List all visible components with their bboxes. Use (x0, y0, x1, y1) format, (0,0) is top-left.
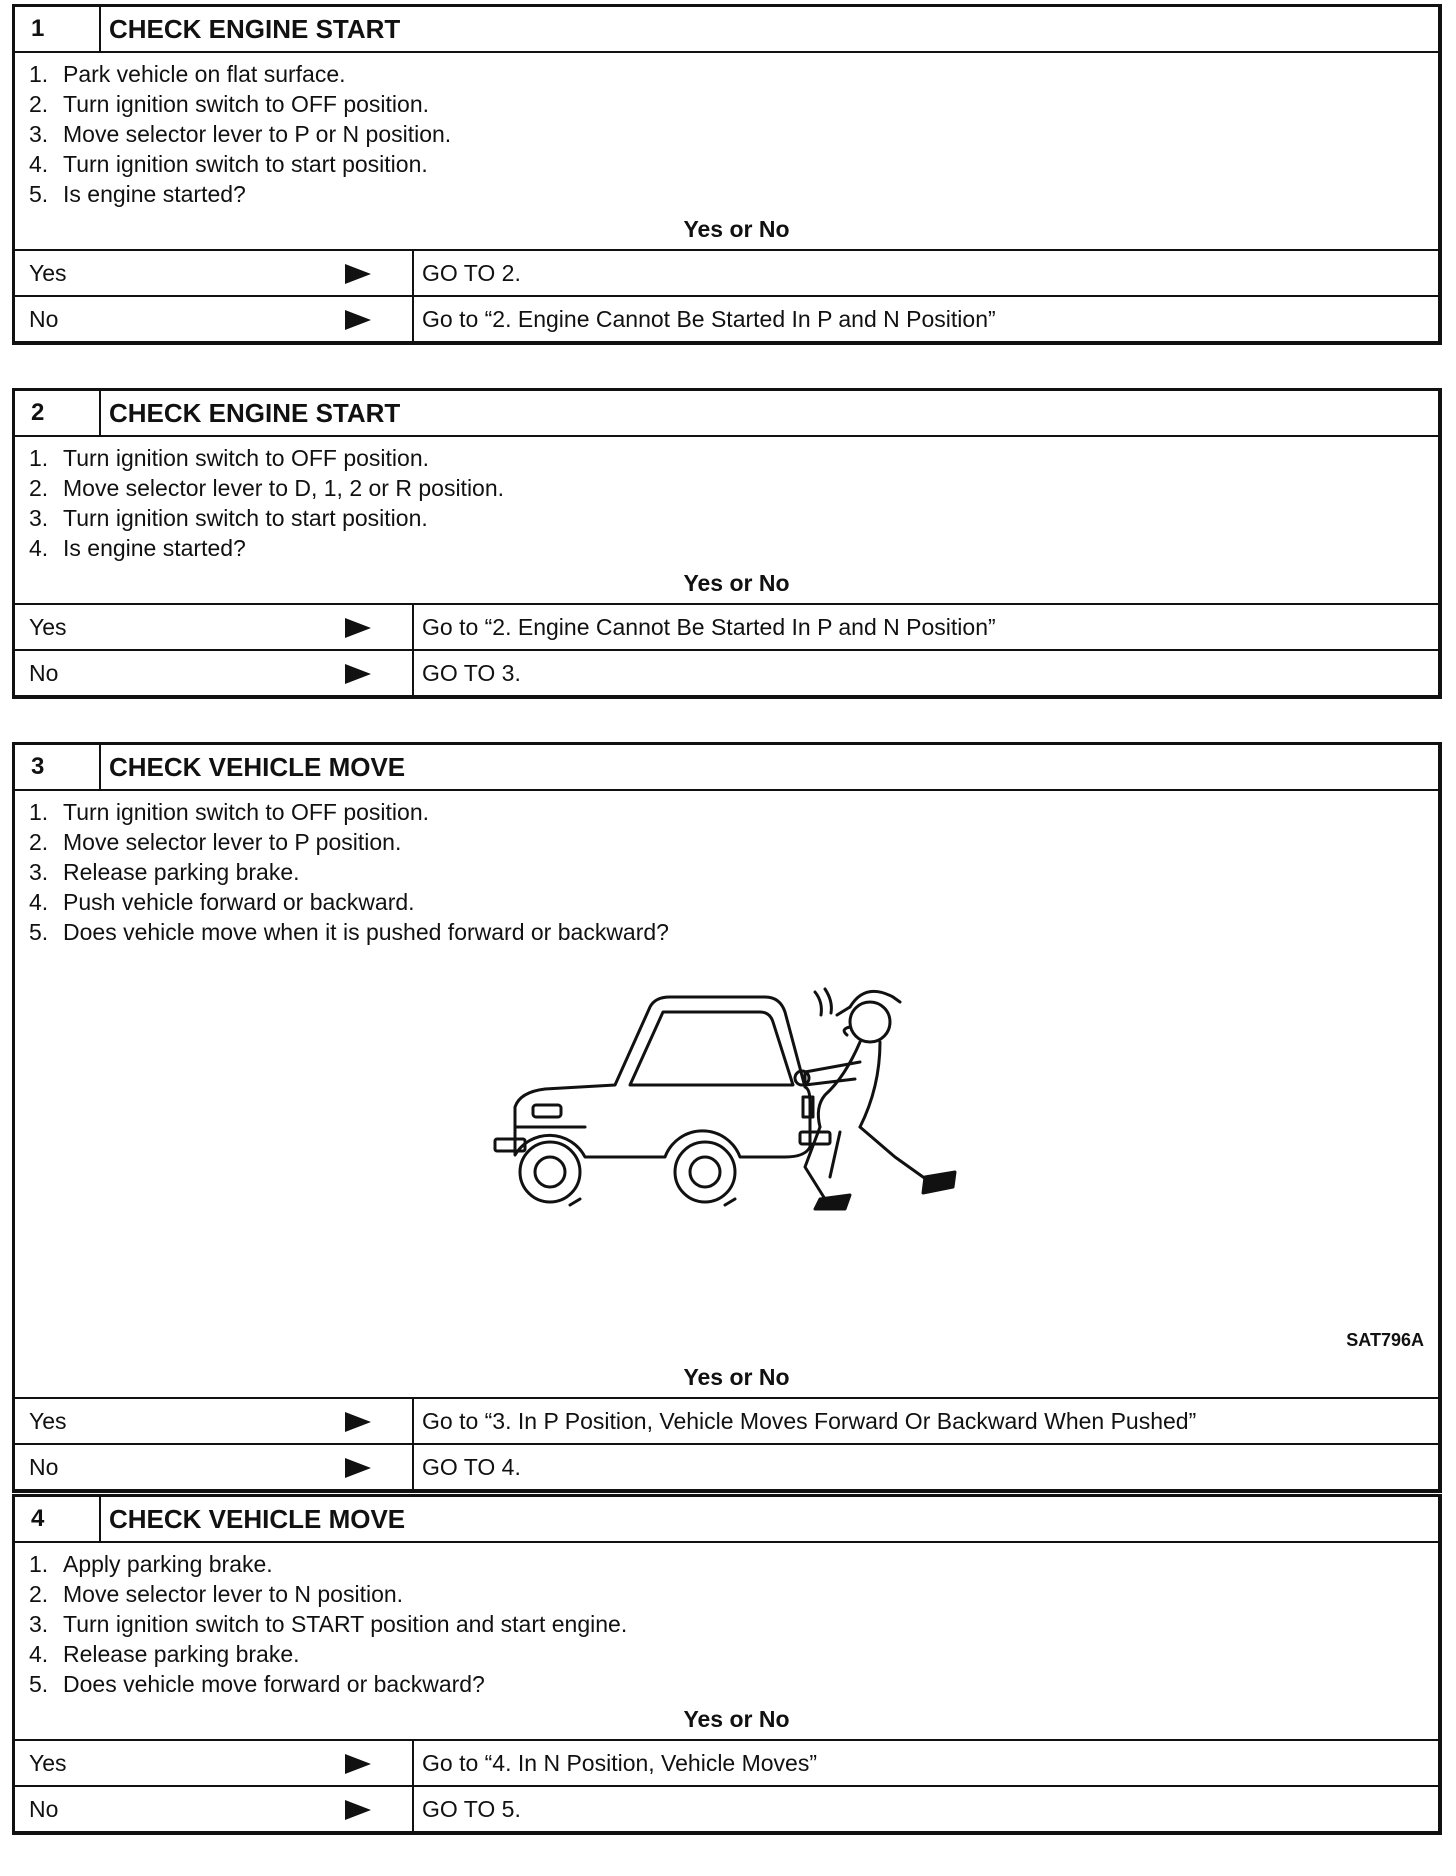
instruction-item: 1. Turn ignition switch to OFF position. (29, 799, 430, 825)
instruction-item: 5. Does vehicle move when it is pushed forward or backward? (29, 919, 669, 945)
answer-row-no (15, 295, 1438, 341)
instruction-item: 4. Is engine started? (29, 535, 246, 561)
yes-or-no-heading: Yes or No (683, 216, 790, 242)
arrow-right-icon (345, 1754, 371, 1774)
arrow-right-icon (345, 310, 371, 330)
instruction-item: 4. Release parking brake. (29, 1641, 300, 1667)
answer-action: Go to “2. Engine Cannot Be Started In P and N Position” (422, 614, 996, 640)
answer-row-yes (15, 603, 1438, 649)
step-title: CHECK ENGINE START (109, 14, 401, 44)
instruction-item: 2. Move selector lever to D, 1, 2 or R position. (29, 475, 505, 501)
answer-action: GO TO 3. (422, 660, 521, 686)
answer-label: No (29, 1454, 59, 1480)
block-header (15, 7, 1438, 53)
step-number: 3 (15, 745, 101, 789)
answer-row-yes (15, 1397, 1438, 1443)
instruction-item: 1. Apply parking brake. (29, 1551, 273, 1577)
step-number: 4 (15, 1497, 101, 1541)
answer-label: No (29, 1796, 59, 1822)
step-title: CHECK VEHICLE MOVE (109, 1504, 406, 1534)
answer-row-no (15, 649, 1438, 695)
instruction-item: 4. Turn ignition switch to start position. (29, 151, 428, 177)
figure-code: SAT796A (1346, 1330, 1424, 1350)
instruction-list (15, 791, 1438, 947)
instruction-list (15, 437, 1438, 563)
arrow-right-icon (345, 1458, 371, 1478)
procedure-block-2 (12, 388, 1442, 699)
answer-action: GO TO 4. (422, 1454, 521, 1480)
instruction-list (15, 53, 1438, 209)
answer-action: Go to “4. In N Position, Vehicle Moves” (422, 1750, 818, 1776)
answer-action: GO TO 2. (422, 260, 521, 286)
block-header (15, 391, 1438, 437)
block-header (15, 745, 1438, 791)
arrow-right-icon (345, 618, 371, 638)
answer-label: Yes (29, 614, 67, 640)
yes-or-no-heading: Yes or No (683, 570, 790, 596)
answer-action: GO TO 5. (422, 1796, 521, 1822)
instruction-item: 5. Does vehicle move forward or backward? (29, 1671, 485, 1697)
instruction-item: 2. Move selector lever to P position. (29, 829, 402, 855)
instruction-item: 5. Is engine started? (29, 181, 246, 207)
step-title: CHECK ENGINE START (109, 398, 401, 428)
instruction-item: 1. Turn ignition switch to OFF position. (29, 445, 430, 471)
answer-row-yes (15, 1739, 1438, 1785)
arrow-right-icon (345, 1800, 371, 1820)
yes-or-no-heading: Yes or No (683, 1364, 790, 1390)
answer-label: No (29, 306, 59, 332)
answer-row-no (15, 1785, 1438, 1831)
instruction-item: 4. Push vehicle forward or backward. (29, 889, 415, 915)
step-title: CHECK VEHICLE MOVE (109, 752, 406, 782)
illustration-area (15, 947, 1438, 1357)
instruction-item: 2. Move selector lever to N position. (29, 1581, 404, 1607)
instruction-item: 2. Turn ignition switch to OFF position. (29, 91, 430, 117)
procedure-block-3 (12, 742, 1442, 1493)
answer-action: Go to “3. In P Position, Vehicle Moves Forward Or Backward When Pushed” (422, 1408, 1197, 1434)
procedure-block-4 (12, 1494, 1442, 1835)
instruction-item: 3. Move selector lever to P or N position. (29, 121, 452, 147)
block-header (15, 1497, 1438, 1543)
man-pushing-car-illustration (475, 977, 995, 1237)
step-number: 1 (15, 7, 101, 51)
arrow-right-icon (345, 264, 371, 284)
step-number: 2 (15, 391, 101, 435)
answer-action: Go to “2. Engine Cannot Be Started In P and N Position” (422, 306, 996, 332)
instruction-item: 3. Release parking brake. (29, 859, 300, 885)
yes-or-no-heading: Yes or No (683, 1706, 790, 1732)
instruction-list (15, 1543, 1438, 1699)
arrow-right-icon (345, 1412, 371, 1432)
instruction-item: 1. Park vehicle on flat surface. (29, 61, 346, 87)
answer-label: No (29, 660, 59, 686)
answer-row-no (15, 1443, 1438, 1489)
answer-label: Yes (29, 1408, 67, 1434)
answer-row-yes (15, 249, 1438, 295)
answer-label: Yes (29, 1750, 67, 1776)
instruction-item: 3. Turn ignition switch to START position and start engine. (29, 1611, 628, 1637)
procedure-block-1 (12, 4, 1442, 345)
arrow-right-icon (345, 664, 371, 684)
answer-label: Yes (29, 260, 67, 286)
instruction-item: 3. Turn ignition switch to start position. (29, 505, 428, 531)
